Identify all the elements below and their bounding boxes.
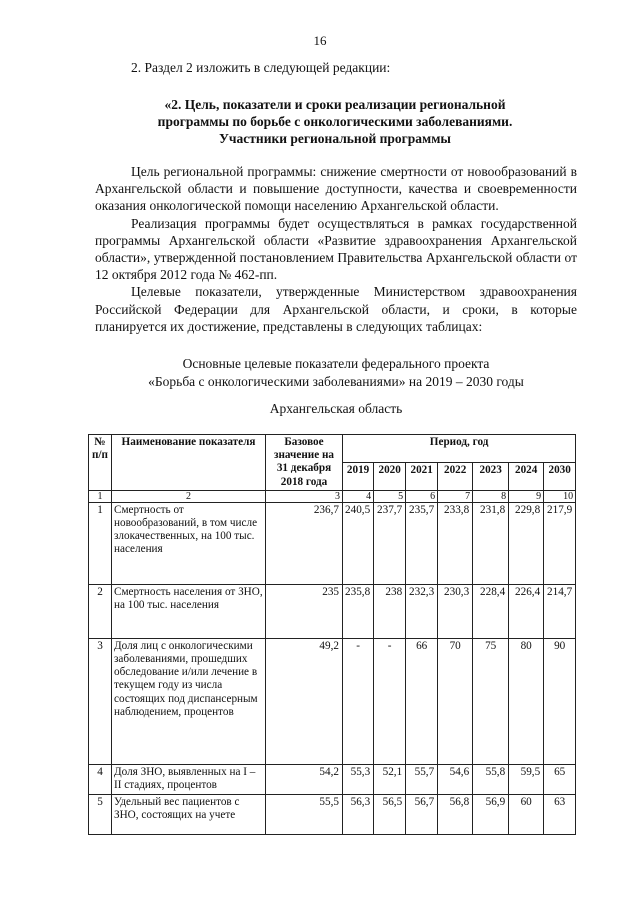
year-value: 55,8 [473, 764, 509, 794]
table-row [89, 584, 576, 638]
indicators-table [88, 434, 576, 835]
column-index: 2 [112, 490, 266, 502]
base-value: 235 [266, 584, 343, 638]
caption-line: «Борьба с онкологическими заболеваниями» на 2019 – 2030 годы [148, 373, 524, 389]
base-value: 49,2 [266, 638, 343, 764]
body-text [95, 163, 577, 335]
year-value: 235,7 [406, 502, 438, 584]
year-value: 226,4 [509, 584, 544, 638]
year-value: 70 [438, 638, 473, 764]
column-index: 4 [343, 490, 374, 502]
year-value: 214,7 [544, 584, 576, 638]
year-value: 229,8 [509, 502, 544, 584]
header-period: Период, год [343, 435, 576, 463]
row-number: 3 [89, 638, 112, 764]
year-value: 233,8 [438, 502, 473, 584]
year-value: 231,8 [473, 502, 509, 584]
year-value: 56,3 [343, 794, 374, 834]
header-year: 2022 [438, 462, 473, 490]
column-index-row [89, 490, 576, 502]
header-year: 2020 [374, 462, 406, 490]
indicator-name: Доля ЗНО, выявленных на I – II стадиях, процентов [112, 764, 266, 794]
year-value: 228,4 [473, 584, 509, 638]
paragraph-goal: Цель региональной программы: снижение смертности от новообразований в Архангельской области и повышение доступности, качества и своевременности оказания онкологической помощи населению Архангельской области. [95, 164, 577, 214]
year-value: 235,8 [343, 584, 374, 638]
year-value: 56,7 [406, 794, 438, 834]
indicator-name: Удельный вес пациентов с ЗНО, состоящих на учете [112, 794, 266, 834]
column-index: 5 [374, 490, 406, 502]
year-value: 66 [406, 638, 438, 764]
year-value: 232,3 [406, 584, 438, 638]
year-value: - [343, 638, 374, 764]
column-index: 8 [473, 490, 509, 502]
table-row [89, 794, 576, 834]
heading-line: «2. Цель, показатели и сроки реализации региональной [164, 97, 506, 112]
header-base-value: Базовое значение на 31 декабря 2018 года [266, 435, 343, 491]
paragraph-targets: Целевые показатели, утвержденные Министерством здравоохранения Российской Федерации для Архангельской области, и сроки, в которые планируется их достижение, представлены в следующих таблицах: [95, 284, 577, 334]
year-value: 56,8 [438, 794, 473, 834]
header-number: № п/п [89, 435, 112, 491]
column-index: 3 [266, 490, 343, 502]
year-value: 56,5 [374, 794, 406, 834]
table-caption [95, 355, 577, 390]
year-value: 56,9 [473, 794, 509, 834]
year-value: 52,1 [374, 764, 406, 794]
year-value: 55,3 [343, 764, 374, 794]
header-year: 2021 [406, 462, 438, 490]
region-title: Архангельская область [269, 401, 403, 416]
row-number: 4 [89, 764, 112, 794]
row-number: 5 [89, 794, 112, 834]
header-year: 2023 [473, 462, 509, 490]
year-value: 75 [473, 638, 509, 764]
table-row [89, 764, 576, 794]
year-value: 90 [544, 638, 576, 764]
table-row [89, 502, 576, 584]
heading-line: Участники региональной программы [219, 131, 451, 146]
header-year: 2024 [509, 462, 544, 490]
column-index: 6 [406, 490, 438, 502]
row-number: 2 [89, 584, 112, 638]
section-intro: 2. Раздел 2 изложить в следующей редакции: [131, 60, 391, 75]
section-heading [100, 96, 570, 147]
year-value: 80 [509, 638, 544, 764]
year-value: 54,6 [438, 764, 473, 794]
base-value: 236,7 [266, 502, 343, 584]
page-number: 16 [313, 33, 327, 48]
header-year: 2019 [343, 462, 374, 490]
heading-line: программы по борьбе с онкологическими заболеваниями. [157, 114, 513, 129]
year-value: 240,5 [343, 502, 374, 584]
base-value: 55,5 [266, 794, 343, 834]
column-index: 9 [509, 490, 544, 502]
year-value: 238 [374, 584, 406, 638]
table-row [89, 638, 576, 764]
header-year: 2030 [544, 462, 576, 490]
row-number: 1 [89, 502, 112, 584]
year-value: 59,5 [509, 764, 544, 794]
year-value: 217,9 [544, 502, 576, 584]
year-value: 55,7 [406, 764, 438, 794]
column-index: 1 [89, 490, 112, 502]
year-value: - [374, 638, 406, 764]
column-index: 7 [438, 490, 473, 502]
year-value: 65 [544, 764, 576, 794]
indicator-name: Смертность населения от ЗНО, на 100 тыс. населения [112, 584, 266, 638]
caption-line: Основные целевые показатели федерального проекта [182, 356, 490, 371]
indicator-name: Доля лиц с онкологическими заболеваниями, прошедших обследование и/или лечение в текущем году из числа состоящих под диспансерным наблюдением, процентов [112, 638, 266, 764]
year-value: 237,7 [374, 502, 406, 584]
base-value: 54,2 [266, 764, 343, 794]
column-index: 10 [544, 490, 576, 502]
header-indicator-name: Наименование показателя [112, 435, 266, 491]
year-value: 63 [544, 794, 576, 834]
indicator-name: Смертность от новообразований, в том числе злокачественных, на 100 тыс. населения [112, 502, 266, 584]
paragraph-implementation: Реализация программы будет осуществляться в рамках государственной программы Архангельской области «Развитие здравоохранения Архангельской области», утвержденной постановлением Правительства Архангельской области от 12 октября 2012 года № 462-пп. [95, 215, 577, 283]
year-value: 230,3 [438, 584, 473, 638]
year-value: 60 [509, 794, 544, 834]
